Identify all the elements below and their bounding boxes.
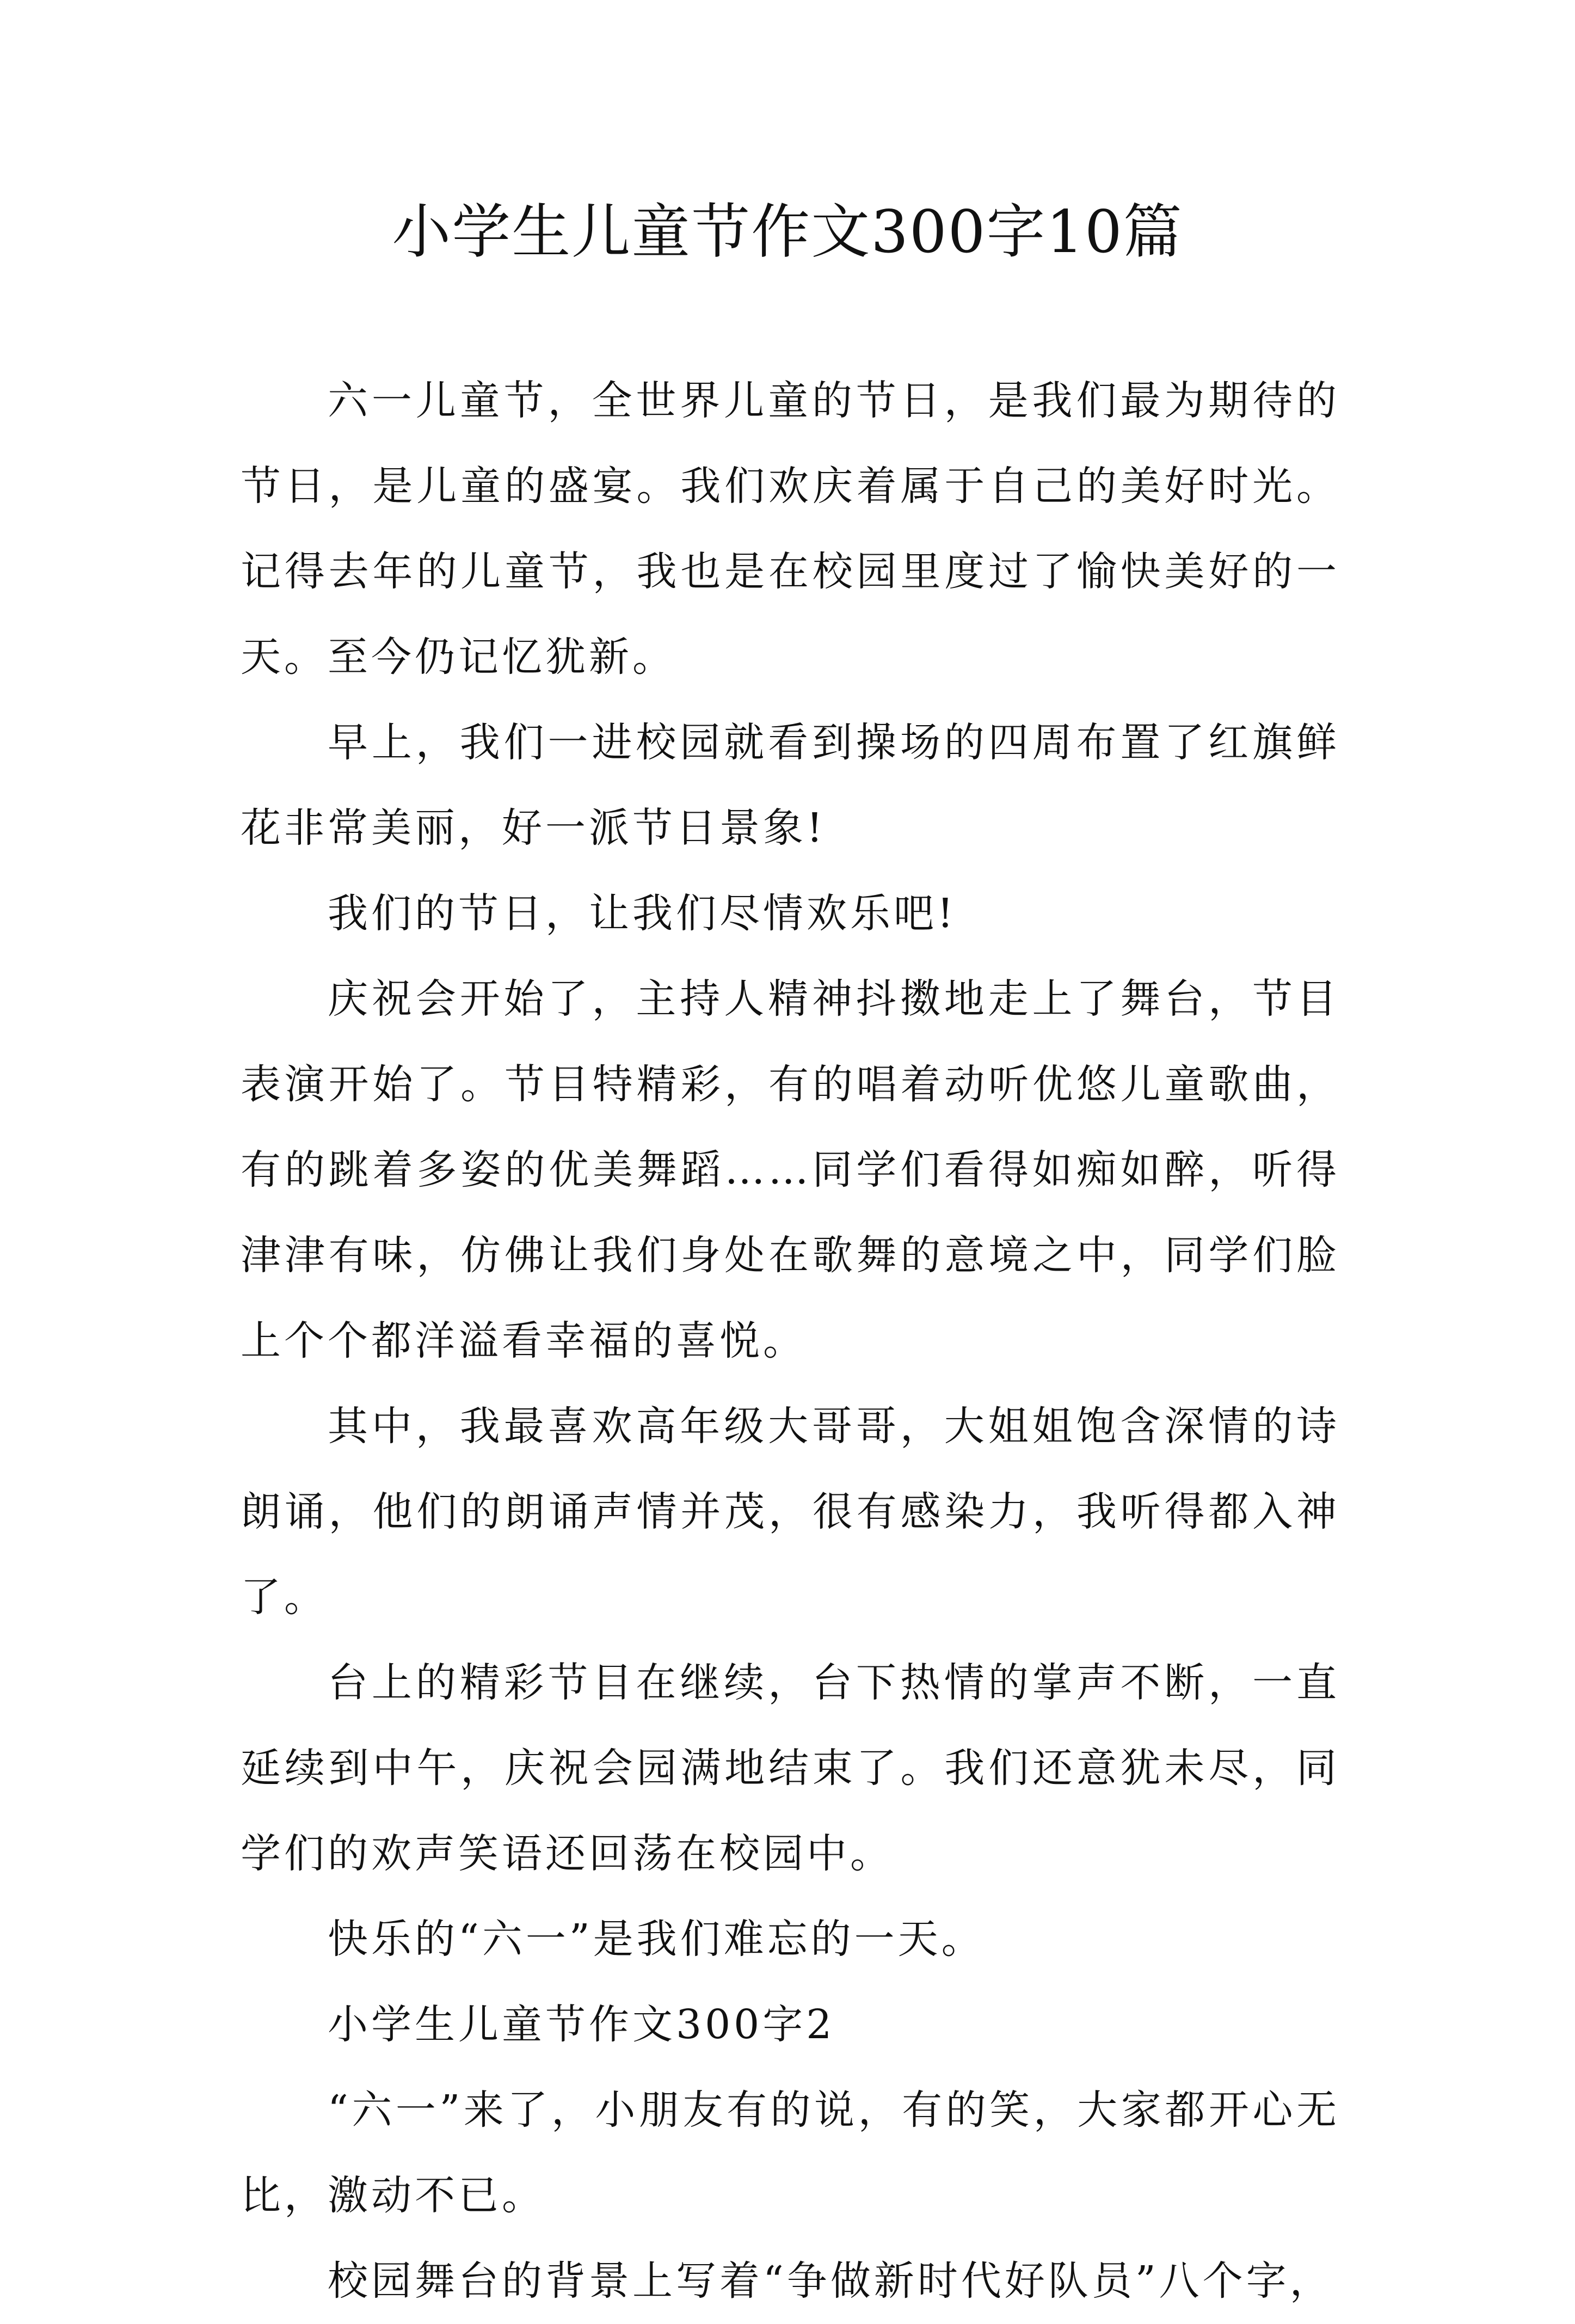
paragraph: 快乐的“六一”是我们难忘的一天。: [328, 1916, 985, 1963]
paragraph: “六一”来了，小朋友有的说，有的笑，大家都开心无比，激动不已。: [241, 2087, 1340, 2219]
paragraph: 六一儿童节，全世界儿童的节日，是我们最为期待的节日，是儿童的盛宴。我们欢庆着属于自己的美好时光。记得去年的儿童节，我也是在校园里度过了愉快美好的一天。至今仍记忆犹新。: [241, 377, 1340, 680]
paragraph: 早上，我们一进校园就看到操场的四周布置了红旗鲜花非常美丽，好一派节日景象!: [241, 719, 1340, 851]
paragraph: 我们的节日，让我们尽情欢乐吧!: [328, 890, 957, 937]
paragraph: 庆祝会开始了，主持人精神抖擞地走上了舞台，节目表演开始了。节目特精彩，有的唱着动听优悠儿童歌曲，有的跳着多姿的优美舞蹈……同学们看得如痴如醉，听得津津有味，仿佛让我们身处在歌舞的意境之中，同学们脸上个个都洋溢看幸福的喜悦。: [241, 976, 1340, 1364]
document-title: 小学生儿童节作文300字10篇: [392, 198, 1183, 266]
paragraph: 台上的精彩节目在继续，台下热情的掌声不断，一直延续到中午，庆祝会园满地结束了。我们还意犹未尽，同学们的欢声笑语还回荡在校园中。: [241, 1659, 1340, 1877]
paragraph: 其中，我最喜欢高年级大哥哥，大姐姐饱含深情的诗朗诵，他们的朗诵声情并茂，很有感染力，我听得都入神了。: [241, 1403, 1340, 1621]
document-body: [241, 358, 1340, 2324]
paragraph: 校园舞台的背景上写着“争做新时代好队员”八个字，: [328, 2258, 1333, 2304]
section-heading: 小学生儿童节作文300字2: [328, 2001, 835, 2048]
